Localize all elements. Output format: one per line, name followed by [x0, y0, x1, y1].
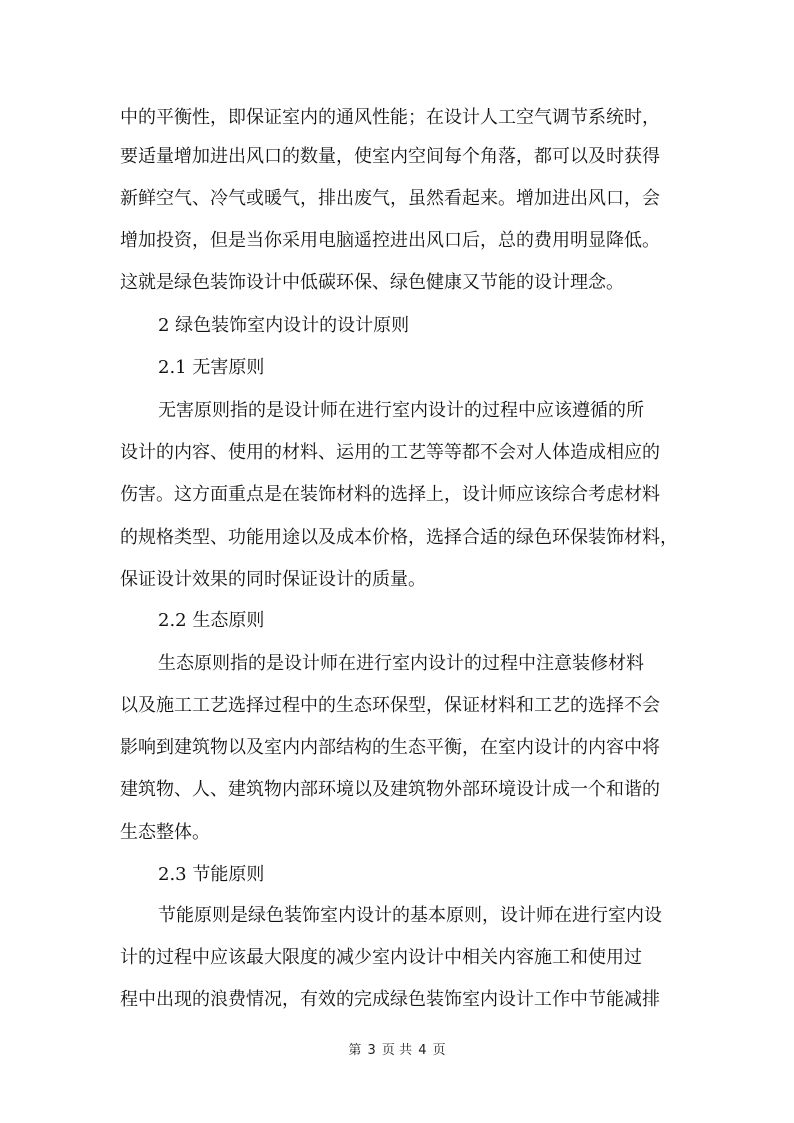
- page-footer: [0, 1043, 794, 1059]
- body-text-line: 要适量增加进出风口的数量，使室内空间每个角落，都可以及时获得: [120, 146, 660, 167]
- body-text-line: 的规格类型、功能用途以及成本价格，选择合适的绿色环保装饰材料，: [120, 527, 678, 548]
- footer-suffix: 页: [432, 1043, 446, 1058]
- subsection-heading: 2.2 生态原则: [158, 610, 265, 631]
- body-text-line: 节能原则是绿色装饰室内设计的基本原则，设计师在进行室内设: [158, 905, 662, 926]
- body-text-line: 新鲜空气、冷气或暖气，排出废气，虽然看起来。增加进出风口，会: [120, 188, 660, 209]
- body-text-line: 增加投资，但是当你采用电脑遥控进出风口后，总的费用明显降低。: [120, 230, 660, 251]
- current-page-number: 3: [367, 1043, 376, 1058]
- subsection-heading: 2.3 节能原则: [158, 864, 265, 885]
- footer-prefix: 第: [348, 1043, 362, 1058]
- body-text-line: 无害原则指的是设计师在进行室内设计的过程中应该遵循的所: [158, 400, 644, 421]
- subsection-heading: 2.1 无害原则: [158, 357, 265, 378]
- body-text-line: 建筑物、人、建筑物内部环境以及建筑物外部环境设计成一个和谐的: [120, 779, 660, 800]
- body-text-line: 中的平衡性，即保证室内的通风性能；在设计人工空气调节系统时，: [120, 107, 660, 128]
- body-text-line: 影响到建筑物以及室内内部结构的生态平衡，在室内设计的内容中将: [120, 737, 660, 758]
- body-text-line: 程中出现的浪费情况，有效的完成绿色装饰室内设计工作中节能减排: [120, 989, 660, 1010]
- body-text-line: 保证设计效果的同时保证设计的质量。: [120, 569, 426, 590]
- body-text-line: 生态原则指的是设计师在进行室内设计的过程中注意装修材料: [158, 653, 644, 674]
- total-pages-number: 4: [418, 1043, 427, 1058]
- body-text-line: 设计的内容、使用的材料、运用的工艺等等都不会对人体造成相应的: [120, 442, 660, 463]
- body-text-line: 伤害。这方面重点是在装饰材料的选择上，设计师应该综合考虑材料: [120, 484, 660, 505]
- body-text-line: 计的过程中应该最大限度的减少室内设计中相关内容施工和使用过: [120, 947, 642, 968]
- body-text-line: 这就是绿色装饰设计中低碳环保、绿色健康又节能的设计理念。: [120, 272, 624, 293]
- body-text-line: 以及施工工艺选择过程中的生态环保型，保证材料和工艺的选择不会: [120, 695, 660, 716]
- body-text-line: 生态整体。: [120, 822, 210, 843]
- section-heading: 2 绿色装饰室内设计的设计原则: [158, 315, 410, 336]
- footer-mid: 页 共: [381, 1043, 413, 1058]
